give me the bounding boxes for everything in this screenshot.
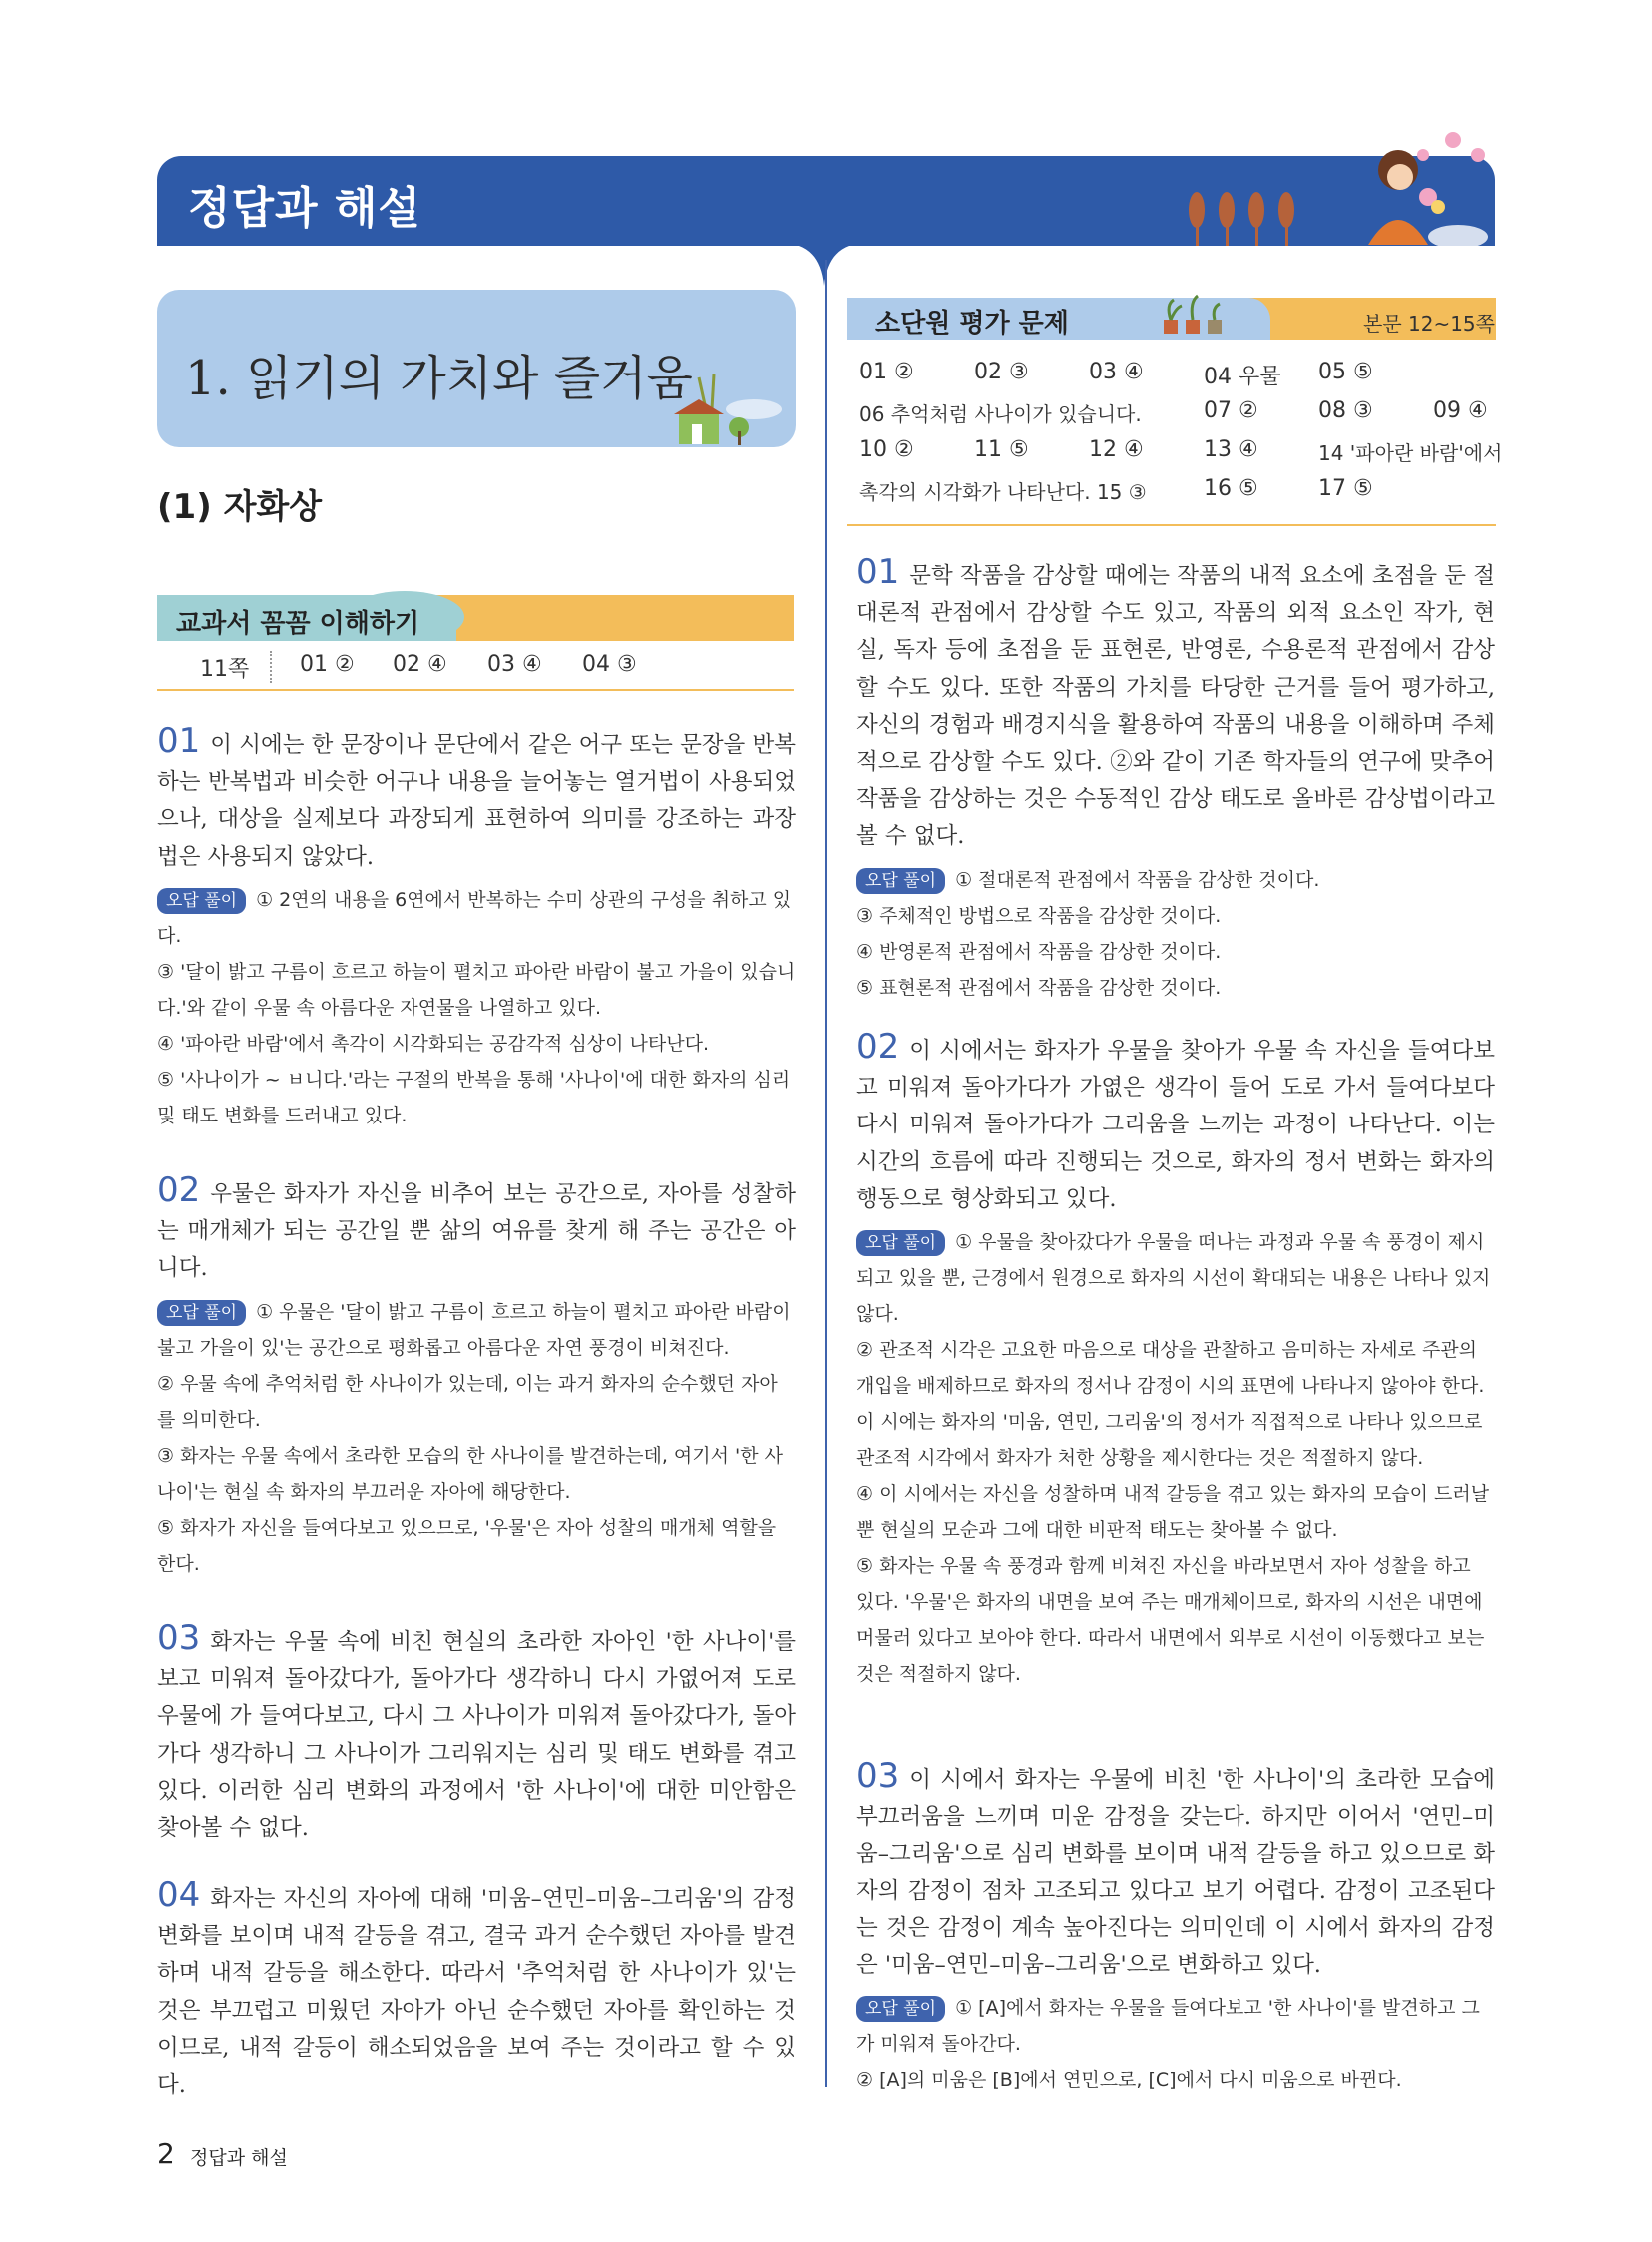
note: 오답 풀이 ① 절대론적 관점에서 작품을 감상한 것이다. — [856, 862, 1495, 898]
section-heading: (1) 자화상 — [157, 487, 323, 527]
note: ⑤ 표현론적 관점에서 작품을 감상한 것이다. — [856, 976, 1222, 999]
wrong-answer-badge: 오답 풀이 — [157, 888, 246, 914]
note: ③ 주체적인 방법으로 작품을 감상한 것이다. — [856, 904, 1222, 927]
note: ⑤ 화자는 우물 속 풍경과 함께 비쳐진 자신을 바라보면서 자아 성찰을 하고 있다. '우물'은 화자의 내면을 보여 주는 매개체이므로, 화자의 시선은 내면에 머물러 있다고 보아야 한다. 따라서 내면에서 외부로 시선이 이동했다고 보는 것은 적절하지 않다. — [856, 1555, 1485, 1686]
question-number: 02 — [856, 1027, 900, 1067]
question-number: 03 — [157, 1618, 201, 1658]
explanation-text: 문학 작품을 감상할 때에는 작품의 내적 요소에 초점을 둔 절대론적 관점에서 감상할 수도 있고, 작품의 외적 요소인 작가, 현실, 독자 등에 초점을 둔 표현론, 반영론, 수용론적 관점에서 감상할 수도 있다. 또한 작품의 가치를 타당한 근거를 들어 평가하고, 자신의 경험과 배경지식을 활용하여 작품의 내용을 이해하며 주체적으로 감상할 수도 있다. ②와 같이 기존 학자들의 연구에 맞추어 작품을 감상하는 것은 수동적인 감상 태도로 올바른 감상법이라고 볼 수 없다. — [856, 563, 1495, 850]
small-unit-answer: 04 우물 — [1204, 365, 1281, 389]
question-number: 01 — [856, 552, 900, 592]
small-unit-label: 소단원 평가 문제 — [875, 309, 1069, 339]
explanation-text: 이 시에는 한 문장이나 문단에서 같은 어구 또는 문장을 반복하는 반복법과 비슷한 어구나 내용을 늘어놓는 열거법이 사용되었으나, 대상을 실제보다 과장되게 표현하여 의미를 강조하는 과장법은 사용되지 않았다. — [157, 732, 796, 870]
explanation-text: 이 시에서 화자는 우물에 비친 '한 사나이'의 초라한 모습에 부끄러움을 느끼며 미운 감정을 갖는다. 하지만 이어서 '연민–미움–그리움'으로 심리 변화를 보이며 내적 갈등을 하고 있으므로 화자의 감정이 점차 고조되고 있다고 보기 어렵다. 감정이 고조된다는 것은 감정이 계속 높아진다는 의미인데 이 시에서 화자의 감정은 '미움–연민–미움–그리움'으로 변화하고 있다. — [856, 1767, 1495, 1979]
small-unit-answer: 05 ⑤ — [1318, 360, 1373, 384]
wrong-answer-badge: 오답 풀이 — [856, 1996, 945, 2022]
explanation-text: 화자는 자신의 자아에 대해 '미움–연민–미움–그리움'의 감정 변화를 보이며 내적 갈등을 겪고, 결국 과거 순수했던 자아를 발견하며 내적 갈등을 해소한다. 따라서 '추억처럼 한 사나이가 있'는 것은 부끄럽고 미웠던 자아가 아닌 순수했던 자아를 확인하는 것이므로, 내적 갈등이 해소되었음을 보여 주는 것이라고 할 수 있다. — [157, 1886, 796, 2099]
house-illustration — [654, 370, 784, 447]
note: ③ 화자는 우물 속에서 초라한 모습의 한 사나이를 발견하는데, 여기서 '한 사나이'는 현실 속 화자의 부끄러운 자아에 해당한다. — [157, 1444, 783, 1503]
note: ② 관조적 시각은 고요한 마음으로 대상을 관찰하고 음미하는 자세로 주관의 개입을 배제하므로 화자의 정서나 감정이 시의 표면에 나타나지 않아야 한다. 이 시에는 화자의 '미움, 연민, 그리움'의 정서가 직접적으로 나타나 있으므로 관조적 시각에서 화자가 처한 상황을 제시한다는 것은 적절하지 않다. — [856, 1339, 1485, 1470]
note: ② [A]의 미움은 [B]에서 연민으로, [C]에서 다시 미움으로 바뀐다. — [856, 2069, 1402, 2092]
left-q01-block — [157, 723, 796, 1133]
explanation-paragraph — [157, 1172, 796, 1288]
question-number: 04 — [157, 1875, 201, 1915]
potted-plants-illustration — [1154, 290, 1243, 340]
girl-with-flowers-illustration — [1328, 125, 1498, 250]
wrong-answer-badge: 오답 풀이 — [856, 868, 945, 894]
note: 오답 풀이 ① 우물은 '달이 밝고 구름이 흐르고 하늘이 펼치고 파아란 바람이 불고 가을이 있'는 공간으로 평화롭고 아름다운 자연 풍경이 비쳐진다. — [157, 1300, 791, 1359]
right-q03-block — [856, 1758, 1495, 2098]
small-unit-answer: 06 추억처럼 사나이가 있습니다. — [859, 402, 1142, 426]
page-number: 2 — [157, 2137, 175, 2170]
wrong-answer-badge: 오답 풀이 — [856, 1230, 945, 1256]
textbook-answer: 04 ③ — [582, 652, 637, 677]
note: ④ '파아란 바람'에서 촉각이 시각화되는 공감각적 심상이 나타난다. — [157, 1032, 710, 1055]
note: 오답 풀이 ① 우물을 찾아갔다가 우물을 떠나는 과정과 우물 속 풍경이 제시되고 있을 뿐, 근경에서 원경으로 화자의 시선이 확대되는 내용은 나타나 있지 않다. — [856, 1231, 1491, 1326]
chapter-title: 1. 읽기의 가치와 즐거움 — [185, 351, 693, 406]
wrong-answer-badge: 오답 풀이 — [157, 1300, 246, 1326]
textbook-answer: 03 ④ — [487, 652, 542, 677]
small-unit-answer: 13 ④ — [1204, 437, 1258, 462]
explanation-paragraph — [856, 554, 1495, 856]
explanation-paragraph — [157, 1877, 796, 2104]
small-unit-answer: 11 ⑤ — [974, 437, 1029, 462]
note: ④ 이 시에서는 자신을 성찰하며 내적 갈등을 겪고 있는 화자의 모습이 드러날 뿐 현실의 모순과 그에 대한 비판적 태도는 찾아볼 수 없다. — [856, 1483, 1490, 1542]
column-divider — [825, 260, 827, 2087]
right-q01-block — [856, 554, 1495, 1006]
left-q03-block — [157, 1620, 796, 1847]
explanation-text: 우물은 화자가 자신을 비추어 보는 공간으로, 자아를 성찰하는 매개체가 되는 공간일 뿐 삶의 여유를 찾게 해 주는 공간은 아니다. — [157, 1181, 796, 1282]
question-number: 03 — [856, 1756, 900, 1796]
explanation-text: 이 시에서는 화자가 우물을 찾아가 우물 속 자신을 들여다보고 미워져 돌아가다가 가엾은 생각이 들어 도로 가서 들여다보다 다시 미워져 돌아가다가 그리움을 느끼는 과정이 나타난다. 이는 시간의 흐름에 따라 진행되는 것으로, 화자의 정서 변화는 화자의 행동으로 형상화되고 있다. — [856, 1038, 1495, 1212]
small-unit-answer: 17 ⑤ — [1318, 476, 1373, 501]
question-number: 01 — [157, 721, 201, 761]
note: 오답 풀이 ① 2연의 내용을 6연에서 반복하는 수미 상관의 구성을 취하고 있다. — [157, 888, 792, 947]
note: ③ '달이 밝고 구름이 흐르고 하늘이 펼치고 파아란 바람이 불고 가을이 있습니다.'와 같이 우물 속 아름다운 자연물을 나열하고 있다. — [157, 960, 796, 1019]
textbook-page: 11쪽 — [200, 657, 250, 682]
textbook-separator — [270, 651, 273, 683]
small-unit-answer: 07 ② — [1204, 398, 1258, 423]
small-unit-answer: 08 ③ — [1318, 398, 1373, 423]
explanation-paragraph — [157, 1620, 796, 1847]
small-unit-rule — [847, 524, 1496, 526]
explanation-text: 화자는 우물 속에 비친 현실의 초라한 자아인 '한 사나이'를 보고 미워져 돌아갔다가, 돌아가다 생각하니 다시 가엾어져 도로 우물에 가 들여다보고, 다시 그 사나이가 미워져 돌아갔다가, 돌아가다 생각하니 그 사나이가 그리워지는 심리 및 태도 변화를 겪고 있다. 이러한 심리 변화의 과정에서 '한 사나이'에 대한 미안함은 찾아볼 수 없다. — [157, 1629, 796, 1842]
wheat-icon — [1179, 180, 1308, 246]
note: ⑤ 화자가 자신을 들여다보고 있으므로, '우물'은 자아 성찰의 매개체 역할을 한다. — [157, 1516, 777, 1575]
textbook-answer: 01 ② — [300, 652, 355, 677]
small-unit-answer: 09 ④ — [1433, 398, 1488, 423]
textbook-rule — [157, 689, 794, 691]
header-title: 정답과 해설 — [188, 183, 421, 234]
footer-text: 정답과 해설 — [190, 2147, 288, 2169]
explanation-paragraph — [157, 723, 796, 876]
question-number: 02 — [157, 1170, 201, 1210]
explanation-paragraph — [856, 1029, 1495, 1218]
note: ⑤ '사나이가 ~ ㅂ니다.'라는 구절의 반복을 통해 '사나이'에 대한 화자의 심리 및 태도 변화를 드러내고 있다. — [157, 1068, 791, 1126]
small-unit-page-ref: 본문 12~15쪽 — [1363, 312, 1495, 336]
small-unit-answer: 촉각의 시각화가 나타난다. 15 ③ — [859, 480, 1147, 504]
note: 오답 풀이 ① [A]에서 화자는 우물을 들여다보고 '한 사나이'를 발견하고 그가 미워져 돌아간다. — [856, 1997, 1480, 2056]
left-q04-block — [157, 1877, 796, 2104]
note: ② 우물 속에 추억처럼 한 사나이가 있는데, 이는 과거 화자의 순수했던 자아를 의미한다. — [157, 1372, 778, 1431]
textbook-label: 교과서 꼼꼼 이해하기 — [176, 609, 420, 639]
small-unit-answer: 12 ④ — [1089, 437, 1144, 462]
right-q02-block — [856, 1029, 1495, 1692]
note: ④ 반영론적 관점에서 작품을 감상한 것이다. — [856, 940, 1222, 963]
left-q02-block — [157, 1172, 796, 1582]
textbook-answer: 02 ④ — [393, 652, 447, 677]
explanation-paragraph — [856, 1758, 1495, 1984]
small-unit-answer: 10 ② — [859, 437, 914, 462]
small-unit-answer: 03 ④ — [1089, 360, 1144, 384]
small-unit-answer: 16 ⑤ — [1204, 476, 1258, 501]
banner-notch — [799, 246, 849, 286]
small-unit-answer: 02 ③ — [974, 360, 1029, 384]
small-unit-answer: 01 ② — [859, 360, 914, 384]
small-unit-answer: 14 '파아란 바람'에서 — [1318, 441, 1503, 465]
